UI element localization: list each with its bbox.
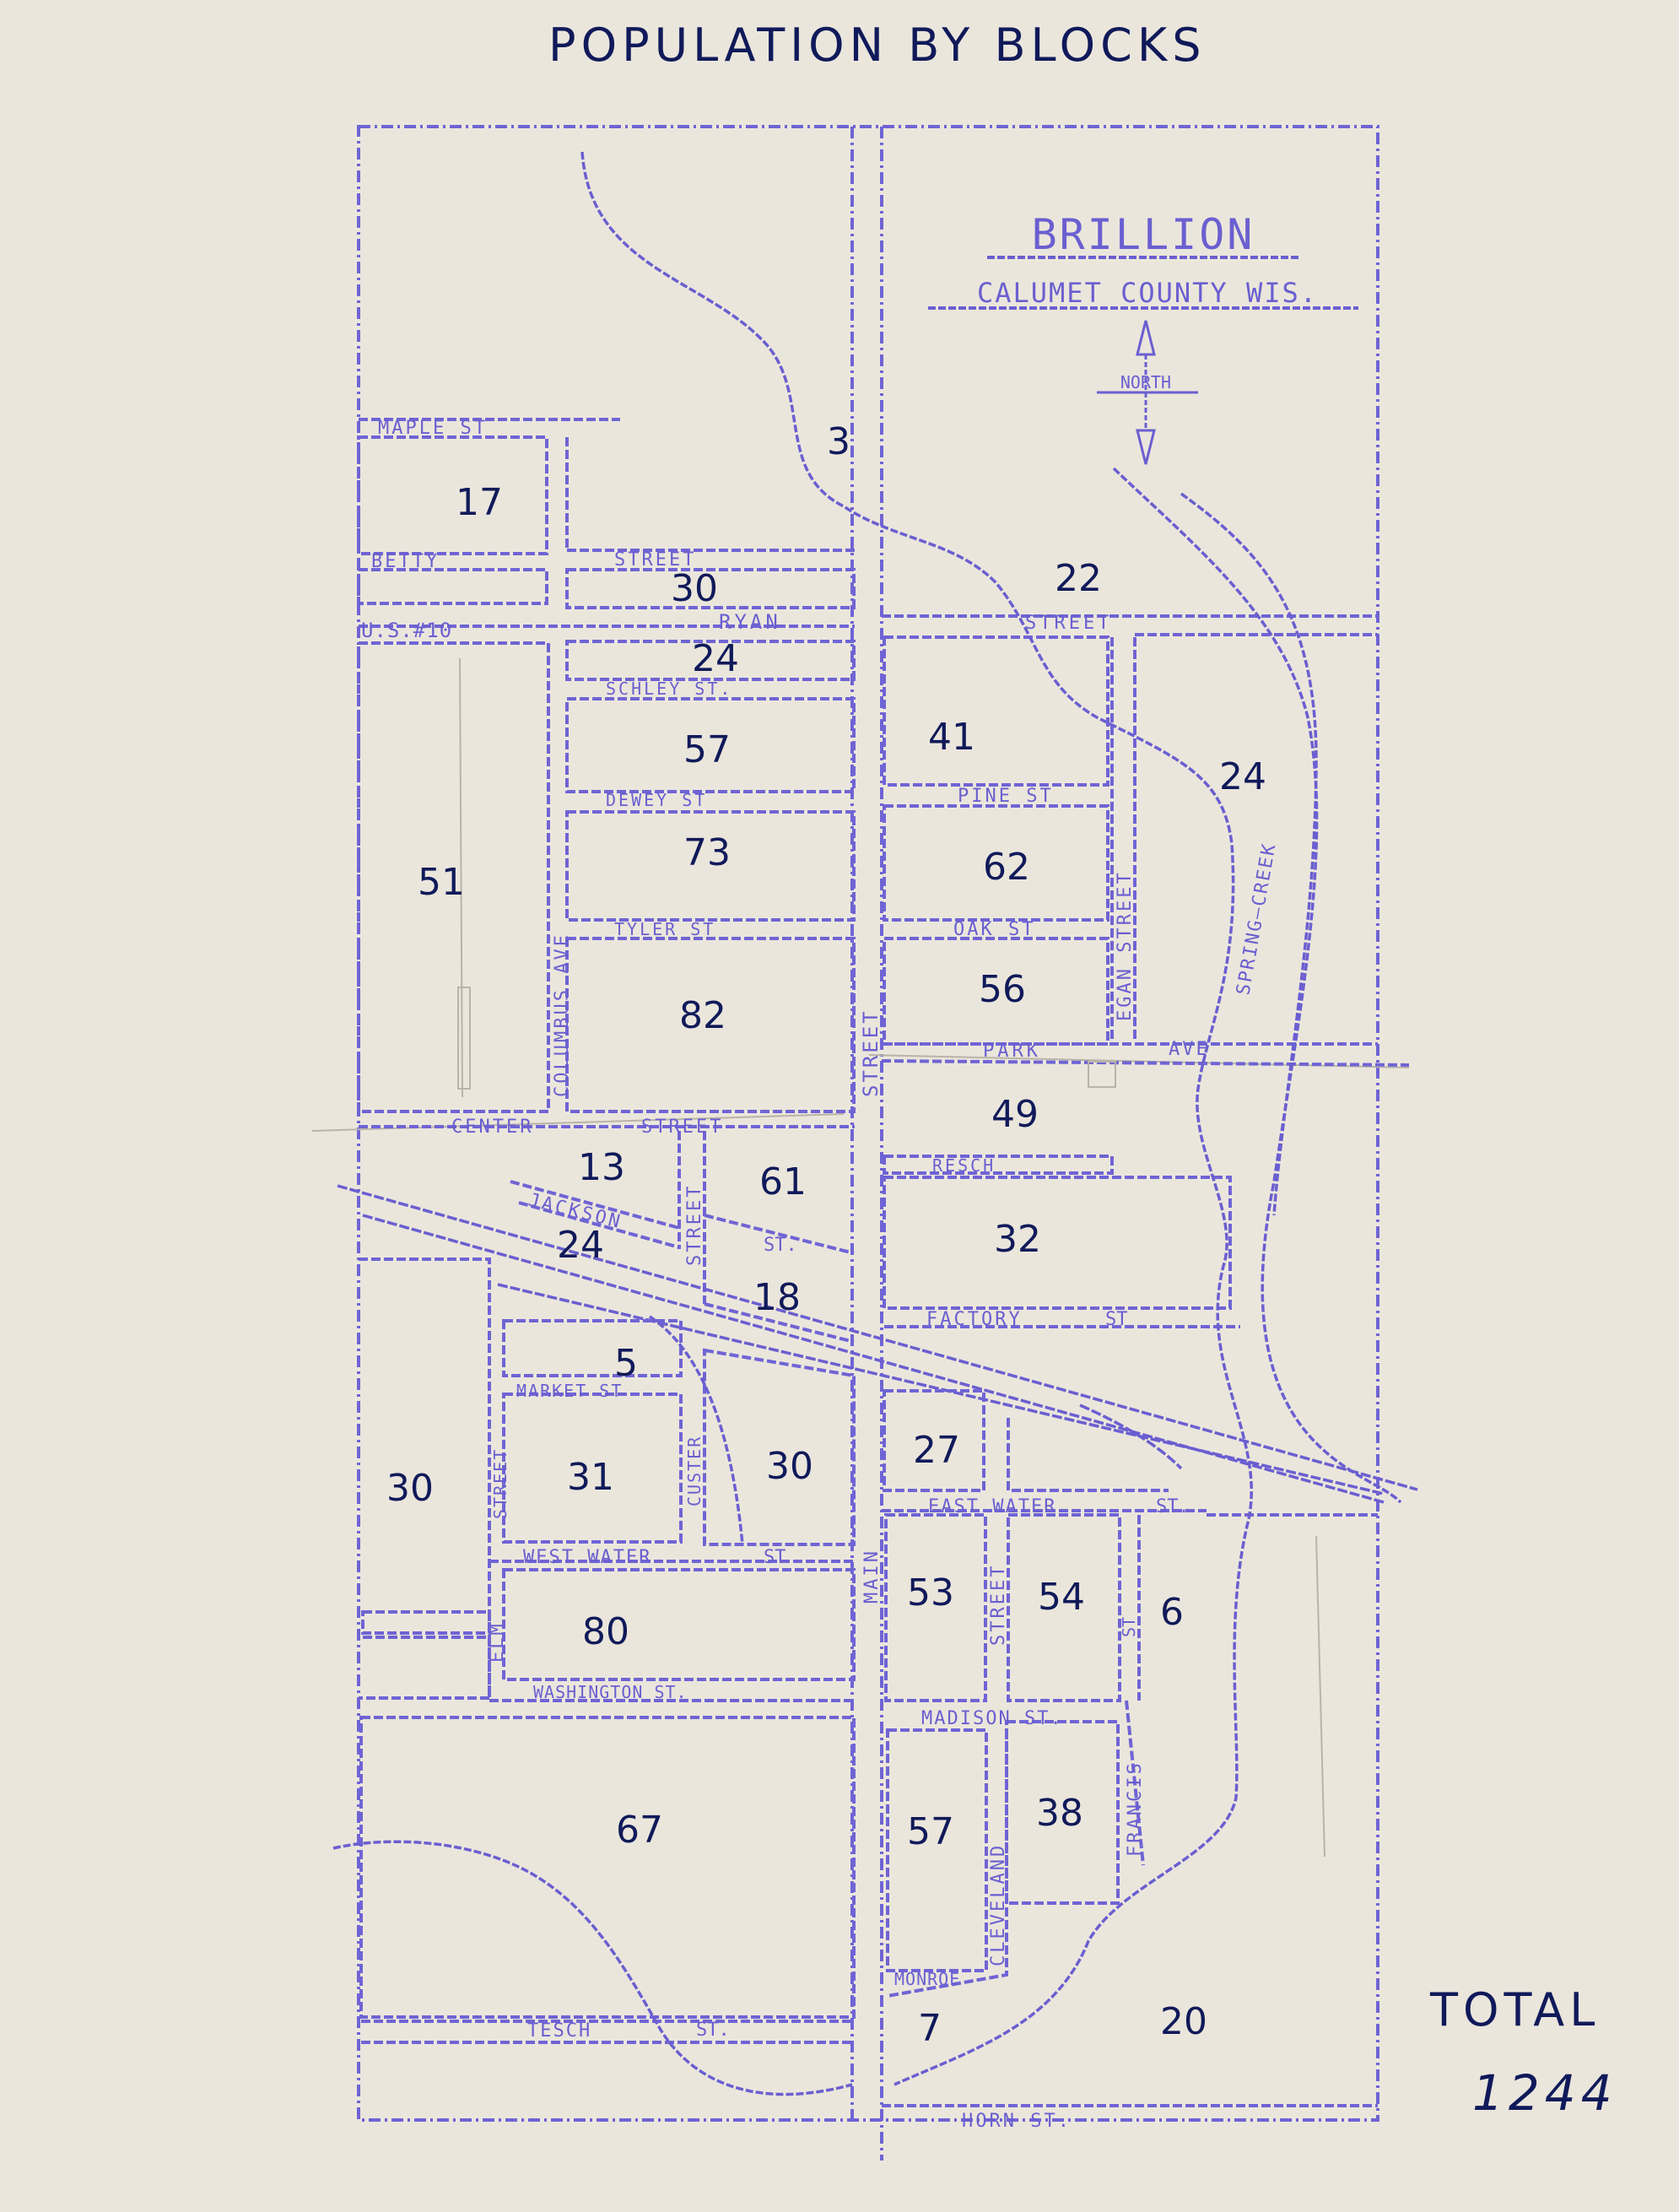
street-label-columbus: COLUMBUS AVE [552, 933, 573, 1097]
block-population: 67 [616, 1809, 663, 1852]
street-label-monroe: MONROE [894, 1969, 961, 1989]
block-population: 82 [679, 994, 726, 1037]
total-label: TOTAL [1430, 1983, 1601, 2036]
block-outline [884, 1177, 1230, 1308]
street-label-west-water: WEST WATER [523, 1547, 652, 1568]
block-population: 61 [759, 1160, 807, 1203]
street-label-market: MARKET ST [516, 1381, 624, 1401]
block-population: 53 [907, 1571, 954, 1614]
street-label-francis-st: ST [1119, 1616, 1139, 1637]
block-outline [359, 570, 547, 603]
block-outline [361, 1717, 854, 2017]
railroad-spur [1080, 1405, 1181, 1468]
street-label-egan: EGAN STREET [1115, 870, 1136, 1021]
block-population: 32 [994, 1218, 1041, 1261]
block-population: 38 [1036, 1792, 1083, 1835]
block-population: 30 [386, 1467, 434, 1510]
street-label-west-water-st: ST [764, 1547, 786, 1568]
block-population: 57 [907, 1810, 954, 1853]
block-population: 27 [913, 1429, 960, 1472]
street-label-center-street: STREET [641, 1117, 724, 1138]
street-label-betty: BETTY [371, 551, 440, 572]
block-population: 17 [456, 481, 503, 524]
block-population: 24 [557, 1224, 604, 1267]
street-label-jackson-st: ST. [764, 1235, 797, 1256]
block-population: 41 [928, 716, 975, 759]
street-label-street-lower: STREET [988, 1563, 1009, 1646]
block-outline [363, 1612, 489, 1633]
north-arrow-icon [1097, 321, 1198, 464]
street-label-elm: ELM [487, 1621, 508, 1663]
block-population: 51 [418, 861, 465, 904]
block-population: 30 [766, 1445, 813, 1488]
street-label-factory: FACTORY [926, 1309, 1023, 1330]
block-population: 73 [683, 831, 731, 874]
creek-southwest [333, 1842, 852, 2094]
street-label-francis: FRANCIS [1125, 1760, 1146, 1857]
street-label-elm-street: STREET [490, 1447, 510, 1519]
railroad-track [337, 1183, 1417, 1490]
street-label-tesch: TESCH [527, 2020, 592, 2042]
street-label-washington: WASHINGTON ST. [533, 1682, 688, 1702]
block-population: 7 [918, 2007, 942, 2050]
street-label-park: PARK [983, 1041, 1041, 1062]
block-population: 62 [983, 846, 1030, 889]
pencil-line [1316, 1536, 1325, 1857]
block-population: 13 [578, 1146, 625, 1189]
street-label-street-mid: STREET [684, 1183, 705, 1266]
block-outline [504, 1321, 681, 1376]
pencil-mark [458, 987, 470, 1089]
block-population: 20 [1160, 2000, 1207, 2043]
block-population: 56 [979, 968, 1026, 1011]
street-label-maple: MAPLE ST [378, 418, 488, 439]
street-label-oak: OAK ST [953, 919, 1036, 940]
street-label-us10: U.S.#10 [361, 619, 453, 642]
street-label-schley: SCHLEY ST. [606, 679, 733, 699]
block-population: 24 [692, 637, 739, 680]
creek-east-inner [1181, 494, 1316, 1215]
block-population: 18 [753, 1276, 801, 1319]
block-outline [359, 437, 547, 554]
street-label-park-ave: AVE [1169, 1039, 1210, 1060]
street-line [363, 1637, 489, 1698]
block-population: 5 [614, 1342, 638, 1385]
map-title: POPULATION BY BLOCKS [548, 19, 1207, 72]
block-population: 54 [1038, 1576, 1085, 1619]
street-label-betty-street: STREET [614, 549, 697, 571]
street-label-custer: CUSTER [684, 1435, 705, 1506]
street-label-ryan: RYAN [719, 610, 781, 634]
block-population: 24 [1219, 755, 1266, 798]
block-outline [504, 1570, 854, 1679]
street-label-madison: MADISON ST. [921, 1708, 1063, 1729]
pencil-mark [1088, 1062, 1115, 1087]
block-population: 49 [991, 1093, 1039, 1136]
street-label-dewey: DEWEY ST [606, 790, 708, 810]
street-line [1008, 1418, 1169, 1490]
county-name: CALUMET COUNTY WIS. [976, 277, 1319, 309]
street-label-tyler: TYLER ST [614, 919, 716, 939]
street-label-horn: HORN ST. [962, 2111, 1072, 2132]
block-population: 22 [1055, 557, 1102, 600]
street-label-center: CENTER [451, 1117, 534, 1138]
block-population: 6 [1160, 1591, 1184, 1634]
street-label-main: MAIN [861, 1549, 883, 1604]
street-label-resch: RESCH [932, 1155, 996, 1176]
block-population: 30 [671, 567, 718, 610]
block-outline [884, 637, 1108, 785]
street-label-east-water: EAST WATER [928, 1496, 1057, 1517]
north-label: NORTH [1120, 372, 1172, 392]
street-label-pine: PINE ST [958, 786, 1054, 807]
city-name: BRILLION [1031, 210, 1255, 259]
street-label-east-water-st: ST. [1156, 1496, 1190, 1517]
street-label-cleveland: CLEVELAND [988, 1842, 1009, 1966]
resch-street-outline [884, 1156, 1112, 1173]
street-label-jackson: JACKSON [526, 1189, 624, 1234]
total-value: 1244 [1472, 2064, 1617, 2122]
block-population: 31 [567, 1456, 614, 1499]
block-population: 80 [582, 1610, 629, 1653]
block-population: 3 [827, 420, 850, 463]
street-label-tesch-st: ST. [696, 2020, 730, 2041]
custer-street-curve [650, 1317, 742, 1544]
street-label-spring-creek: SPRING—CREEK [1233, 841, 1281, 998]
street-label-main-upper: STREET [859, 1009, 883, 1097]
creek-east-outer [1114, 468, 1401, 1502]
street-label-ryan-street: STREET [1025, 613, 1113, 634]
street-label-factory-st: ST [1105, 1309, 1128, 1330]
block-population: 57 [683, 728, 731, 771]
